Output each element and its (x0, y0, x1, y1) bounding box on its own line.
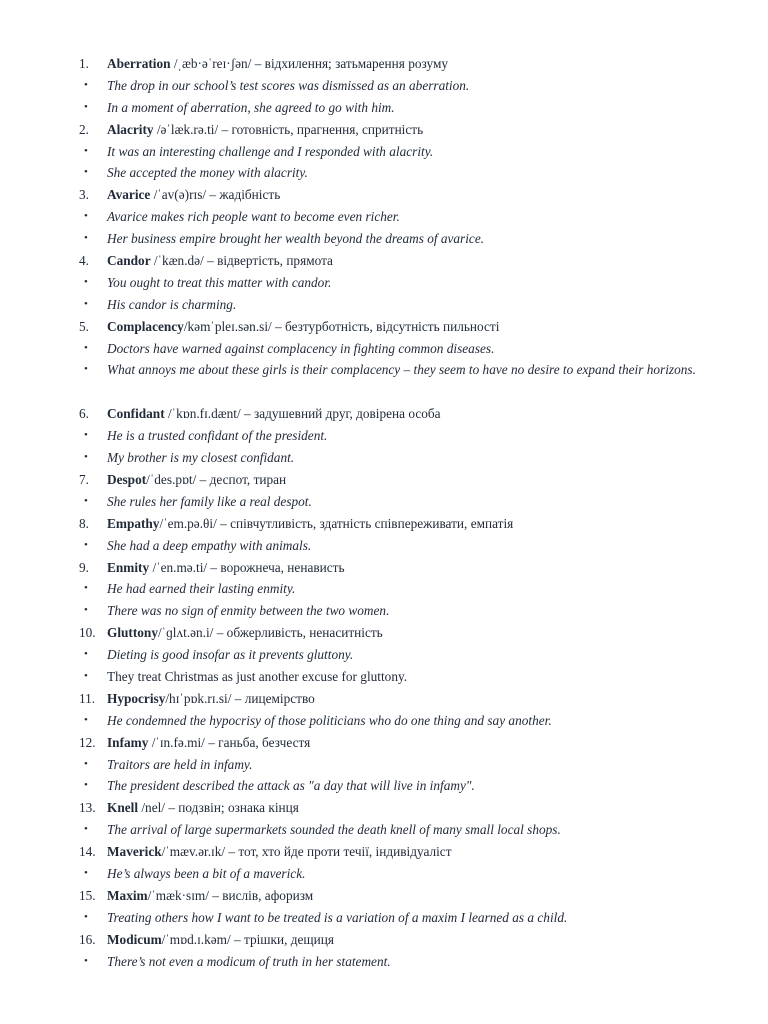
entry-definition (107, 119, 708, 141)
vocab-entry (0, 732, 768, 754)
list-number: 4. (79, 253, 89, 269)
bullet-icon: • (84, 451, 88, 464)
pronunciation-translation: /ˈem.pə.θi/ – співчутливість, здатність співпереживати, емпатія (159, 515, 514, 531)
vocab-term: Gluttony (107, 625, 158, 641)
example-item (0, 162, 768, 184)
example-item (0, 710, 768, 732)
bullet-icon: • (84, 866, 88, 879)
list-number: 12. (79, 734, 96, 750)
vocab-term: Despot (107, 471, 147, 487)
vocab-term: Aberration (107, 56, 171, 71)
bullet-icon: • (84, 232, 88, 245)
pronunciation-translation: /kəmˈpleɪ.sən.si/ – безтурботність, відсутність пильності (183, 318, 500, 334)
example-item (0, 97, 768, 119)
bullet-icon: • (84, 779, 88, 792)
pronunciation-translation: /ˈmæv.ər.ɪk/ – тот, хто йде проти течії, індивідуаліст (161, 844, 452, 860)
vocab-term: Enmity (107, 559, 150, 575)
entry-definition (107, 557, 708, 579)
bullet-icon: • (84, 604, 88, 617)
example-item (0, 863, 768, 885)
example-item (0, 907, 768, 929)
example-sentence: The drop in our school’s test scores was dismissed as an aberration. (107, 77, 470, 93)
example-sentence: His candor is charming. (107, 296, 237, 312)
entry-definition (107, 732, 708, 754)
bullet-icon: • (84, 538, 88, 551)
list-number: 3. (79, 187, 89, 203)
entry-definition (107, 513, 708, 535)
bullet-icon: • (84, 757, 88, 770)
example-item (0, 141, 768, 163)
example-item (0, 272, 768, 294)
example-sentence: Traitors are held in infamy. (107, 756, 253, 772)
example-item (0, 491, 768, 513)
example-item (0, 775, 768, 797)
example-sentence: What annoys me about these girls is their complacency – they seem to have no desire to expand their horizons. (107, 362, 696, 378)
pronunciation-translation: /ˈen.mə.ti/ – ворожнеча, ненависть (149, 559, 345, 575)
example-sentence: She rules her family like a real despot. (107, 493, 312, 509)
pronunciation-translation: /ˈdes.pɒt/ – деспот, тиран (146, 471, 287, 487)
example-sentence: He had earned their lasting enmity. (107, 581, 296, 597)
vocab-entry (0, 403, 768, 425)
entry-definition (107, 53, 708, 75)
example-sentence: They treat Christmas as just another excuse for gluttony. (107, 668, 408, 684)
vocab-entry (0, 119, 768, 141)
vocab-term: Avarice (107, 187, 151, 203)
list-number: 6. (79, 406, 89, 422)
pronunciation-translation: /ˌæb·əˈreɪ·ʃən/ – відхилення; затьмарення розуму (170, 56, 449, 71)
entry-definition (107, 184, 708, 206)
bullet-icon: • (84, 954, 88, 967)
vocab-entry (0, 688, 768, 710)
entry-definition (107, 885, 708, 907)
entry-definition (107, 469, 708, 491)
example-item (0, 228, 768, 250)
example-sentence: There was no sign of enmity between the two women. (107, 603, 390, 619)
vocab-entry (0, 929, 768, 951)
entry-definition (107, 622, 708, 644)
pronunciation-translation: /ˈɪn.fə.mi/ – ганьба, безчестя (148, 734, 311, 750)
list-number: 7. (79, 471, 89, 487)
example-sentence: The arrival of large supermarkets sounded the death knell of many small local shops. (107, 822, 561, 838)
entry-definition (107, 403, 708, 425)
entry-definition (107, 797, 708, 819)
example-sentence: Her business empire brought her wealth beyond the dreams of avarice. (107, 231, 485, 247)
vocab-entry (0, 797, 768, 819)
vocab-entry (0, 53, 768, 75)
bullet-icon: • (84, 144, 88, 157)
pronunciation-translation: /ˈmɒd.ɪ.kəm/ – трішки, дещиця (161, 931, 334, 947)
list-number: 5. (79, 318, 89, 334)
vocab-term: Knell (107, 800, 139, 816)
vocab-entry (0, 841, 768, 863)
example-item (0, 359, 768, 403)
bullet-icon: • (84, 363, 88, 376)
bullet-icon: • (84, 429, 88, 442)
list-number: 16. (79, 931, 96, 947)
example-sentence: You ought to treat this matter with candor. (107, 274, 332, 290)
vocab-entry (0, 557, 768, 579)
example-item (0, 754, 768, 776)
pronunciation-translation: /hɪˈpɒk.rɪ.si/ – лицемірство (165, 690, 315, 706)
example-item (0, 600, 768, 622)
vocab-entry (0, 513, 768, 535)
list-number: 1. (79, 56, 89, 71)
example-sentence: Avarice makes rich people want to become even richer. (107, 209, 400, 225)
bullet-icon: • (84, 494, 88, 507)
entry-definition (107, 841, 708, 863)
example-item (0, 425, 768, 447)
example-sentence: Treating others how I want to be treated is a variation of a maxim I learned as a child. (107, 909, 568, 925)
list-number: 13. (79, 800, 96, 816)
vocab-entry (0, 316, 768, 338)
example-sentence: She accepted the money with alacrity. (107, 165, 308, 181)
vocab-entry (0, 250, 768, 272)
example-sentence: He condemned the hypocrisy of those politicians who do one thing and say another. (107, 712, 552, 728)
example-sentence: She had a deep empathy with animals. (107, 537, 312, 553)
bullet-icon: • (84, 669, 88, 682)
example-item (0, 535, 768, 557)
entry-definition (107, 929, 708, 951)
example-sentence: The president described the attack as "a day that will live in infamy". (107, 778, 475, 794)
example-item (0, 578, 768, 600)
entry-definition (107, 316, 708, 338)
list-number: 8. (79, 515, 89, 531)
list-number: 15. (79, 887, 96, 903)
example-sentence: Doctors have warned against complacency in fighting common diseases. (107, 340, 495, 356)
vocab-entry (0, 184, 768, 206)
example-item (0, 644, 768, 666)
vocabulary-list (0, 53, 768, 972)
bullet-icon: • (84, 648, 88, 661)
example-item (0, 294, 768, 316)
vocab-term: Candor (107, 253, 151, 269)
bullet-icon: • (84, 275, 88, 288)
pronunciation-translation: /ˈmæk·sɪm/ – вислів, афоризм (147, 887, 314, 903)
example-item (0, 75, 768, 97)
example-sentence: It was an interesting challenge and I responded with alacrity. (107, 143, 434, 159)
example-sentence: There’s not even a modicum of truth in her statement. (107, 953, 391, 969)
vocab-entry (0, 622, 768, 644)
bullet-icon: • (84, 166, 88, 179)
example-item (0, 666, 768, 688)
entry-definition (107, 250, 708, 272)
bullet-icon: • (84, 341, 88, 354)
vocab-term: Modicum (107, 931, 162, 947)
vocab-entry (0, 885, 768, 907)
pronunciation-translation: /əˈlæk.rə.ti/ – готовність, прагнення, спритність (153, 121, 424, 137)
vocab-term: Complacency (107, 318, 184, 334)
vocab-term: Empathy (107, 515, 160, 531)
vocab-term: Infamy (107, 734, 149, 750)
list-number: 9. (79, 559, 89, 575)
example-sentence: My brother is my closest confidant. (107, 450, 295, 466)
bullet-icon: • (84, 100, 88, 113)
vocab-term: Confidant (107, 406, 165, 422)
example-item (0, 447, 768, 469)
bullet-icon: • (84, 297, 88, 310)
entry-definition (107, 688, 708, 710)
example-sentence: In a moment of aberration, she agreed to go with him. (107, 99, 395, 115)
list-number: 14. (79, 844, 96, 860)
example-sentence: Dieting is good insofar as it prevents gluttony. (107, 647, 354, 663)
example-item (0, 819, 768, 841)
pronunciation-translation: /nel/ – подзвін; ознака кінця (138, 800, 299, 816)
bullet-icon: • (84, 713, 88, 726)
bullet-icon: • (84, 210, 88, 223)
pronunciation-translation: /ˈav(ə)rɪs/ – жадібність (150, 187, 281, 203)
bullet-icon: • (84, 582, 88, 595)
list-number: 10. (79, 625, 96, 641)
vocab-term: Hypocrisy (107, 690, 166, 706)
example-item (0, 338, 768, 360)
example-item (0, 206, 768, 228)
vocab-term: Maverick (107, 844, 162, 860)
bullet-icon: • (84, 910, 88, 923)
pronunciation-translation: /ˈɡlʌt.ən.i/ – обжерливість, ненаситність (157, 625, 383, 641)
example-item (0, 951, 768, 973)
example-sentence: He’s always been a bit of a maverick. (107, 865, 306, 881)
vocab-term: Maxim (107, 887, 148, 903)
list-number: 2. (79, 121, 89, 137)
list-number: 11. (79, 690, 96, 706)
pronunciation-translation: /ˈkɒn.fɪ.dænt/ – задушевний друг, довірена особа (164, 406, 441, 422)
pronunciation-translation: /ˈkæn.də/ – відвертість, прямота (150, 253, 333, 269)
vocab-entry (0, 469, 768, 491)
vocab-term: Alacrity (107, 121, 154, 137)
example-sentence: He is a trusted confidant of the president. (107, 428, 328, 444)
bullet-icon: • (84, 823, 88, 836)
bullet-icon: • (84, 78, 88, 91)
